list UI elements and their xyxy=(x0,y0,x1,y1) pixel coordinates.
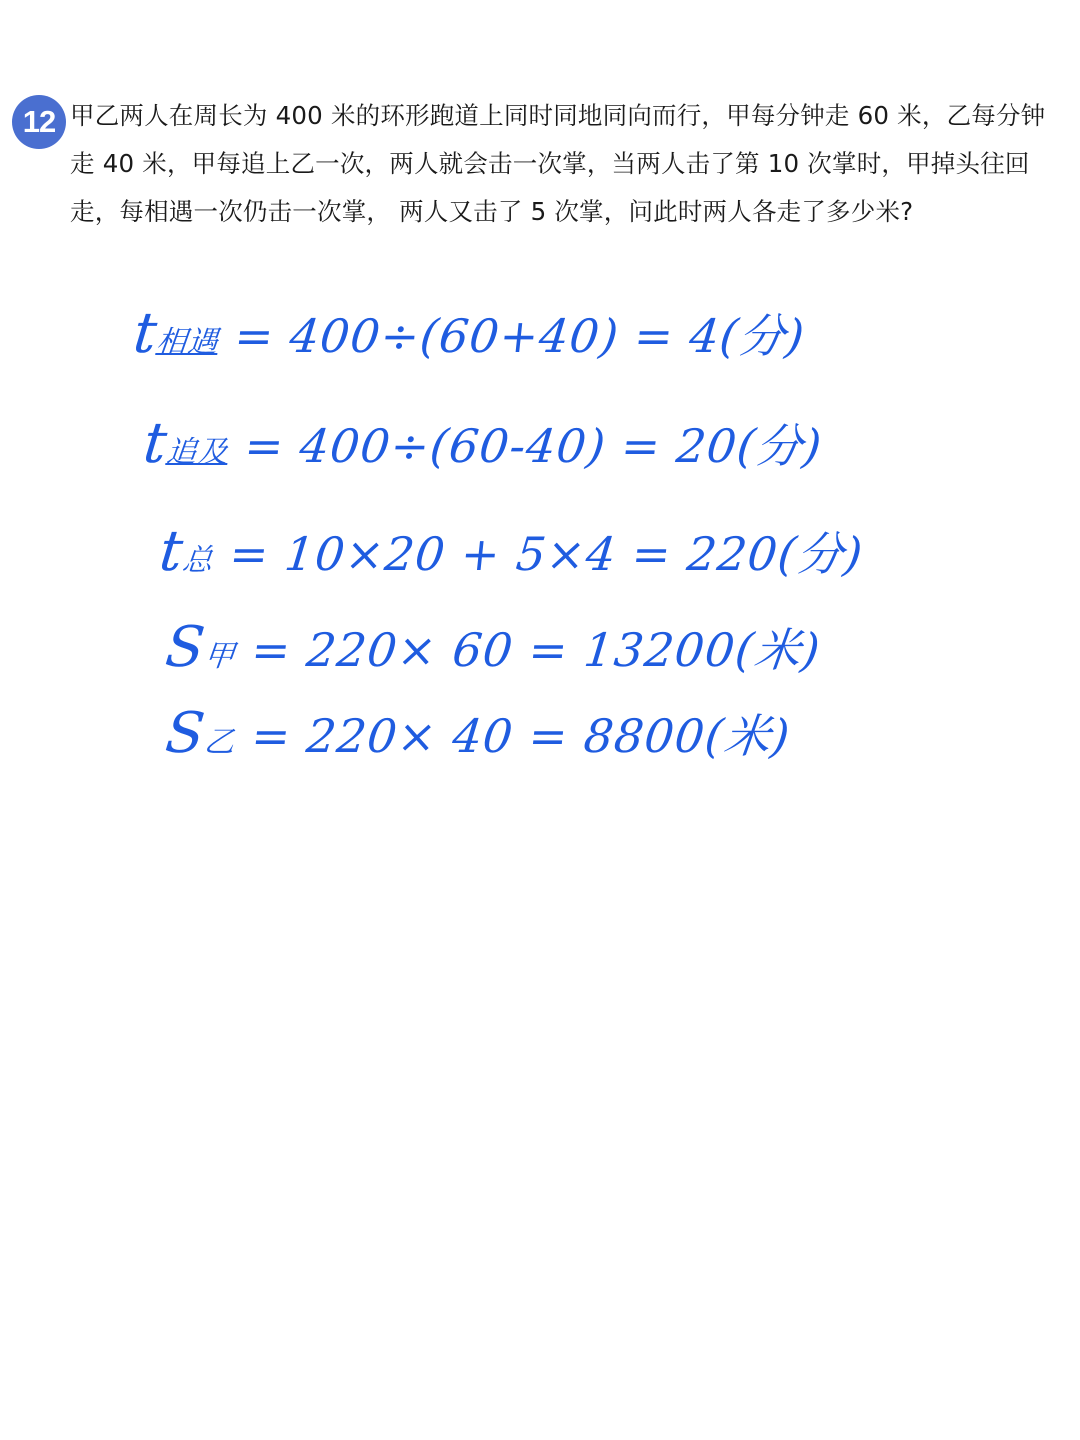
variable: t xyxy=(140,411,171,476)
subscript: 相遇 xyxy=(154,325,221,360)
expression: = 220× 40 = 8800(米) xyxy=(248,709,793,763)
variable: S xyxy=(162,615,209,680)
solution-line-distance-yi xyxy=(163,700,794,766)
solution-line-chase-time xyxy=(141,410,826,476)
subscript: 追及 xyxy=(164,435,231,470)
solution-line-meet-time xyxy=(131,300,809,366)
subscript: 乙 xyxy=(202,725,238,760)
expression: = 400÷(60-40) = 20(分) xyxy=(241,419,825,473)
expression: = 220× 60 = 13200(米) xyxy=(248,623,824,677)
variable: t xyxy=(130,301,161,366)
solution-line-total-time xyxy=(157,518,867,584)
subscript: 总 xyxy=(180,543,216,578)
expression: = 10×20 + 5×4 = 220(分) xyxy=(226,527,866,581)
problem-number-badge: 12 xyxy=(12,95,66,149)
expression: = 400÷(60+40) = 4(分) xyxy=(231,309,808,363)
variable: t xyxy=(156,519,187,584)
solution-line-distance-jia xyxy=(163,614,825,680)
variable: S xyxy=(162,701,209,766)
problem-text: 甲乙两人在周长为 400 米的环形跑道上同时同地同向而行，甲每分钟走 60 米，乙每分钟走 40 米，甲每追上乙一次，两人就会击一次掌，当两人击了第 10 次掌时，甲掉头往回走，每相遇一次仍击一次掌， 两人又击了 5 次掌，问此时两人各走了多少米? xyxy=(70,101,1046,226)
subscript: 甲 xyxy=(202,639,238,674)
